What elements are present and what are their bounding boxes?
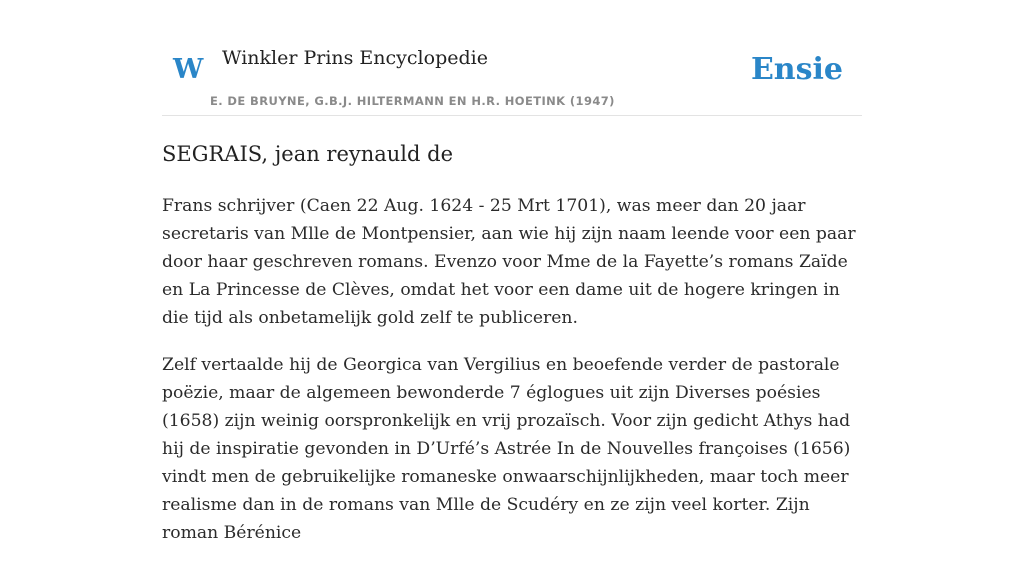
content-container [162,0,862,543]
winkler-prins-logo[interactable]: W [173,54,204,85]
ensie-brand-logo[interactable]: Ensie [750,52,843,87]
site-header [162,0,862,116]
article-paragraph: Frans schrijver (Caen 22 Aug. 1624 - 25 Mrt 1701), was meer dan 20 jaar secretaris van Mlle de Montpensier, aan wie hij zijn naam leende voor een paar door haar geschreven romans. Evenzo voor Mme de la Fayette’s romans Zaïde en La Princesse de Clèves, omdat het voor een dame uit de hogere kringen in die tijd als onbetamelijk gold zelf te publiceren. [162,196,856,328]
article-body [162,192,862,566]
site-authors: E. DE BRUYNE, G.B.J. HILTERMANN EN H.R. HOETINK (1947) [210,94,615,108]
site-title[interactable]: Winkler Prins Encyclopedie [222,47,488,69]
article-paragraph: Zelf vertaalde hij de Georgica van Vergilius en beoefende verder de pastorale poëzie, maar de algemeen bewonderde 7 églogues uit zijn Diverses poésies (1658) zijn weinig oorspronkelijk en vrij prozaïsch. Voor zijn gedicht Athys had hij de inspiratie gevonden in D’Urfé’s Astrée In de Nouvelles françoises (1656) vindt men de gebruikelijke romaneske onwaarschijnlijkheden, maar toch meer realisme dan in de romans van Mlle de Scudéry en ze zijn veel korter. Zijn roman Bérénice [162,355,851,543]
entry-title: SEGRAIS, jean reynauld de [162,142,454,166]
